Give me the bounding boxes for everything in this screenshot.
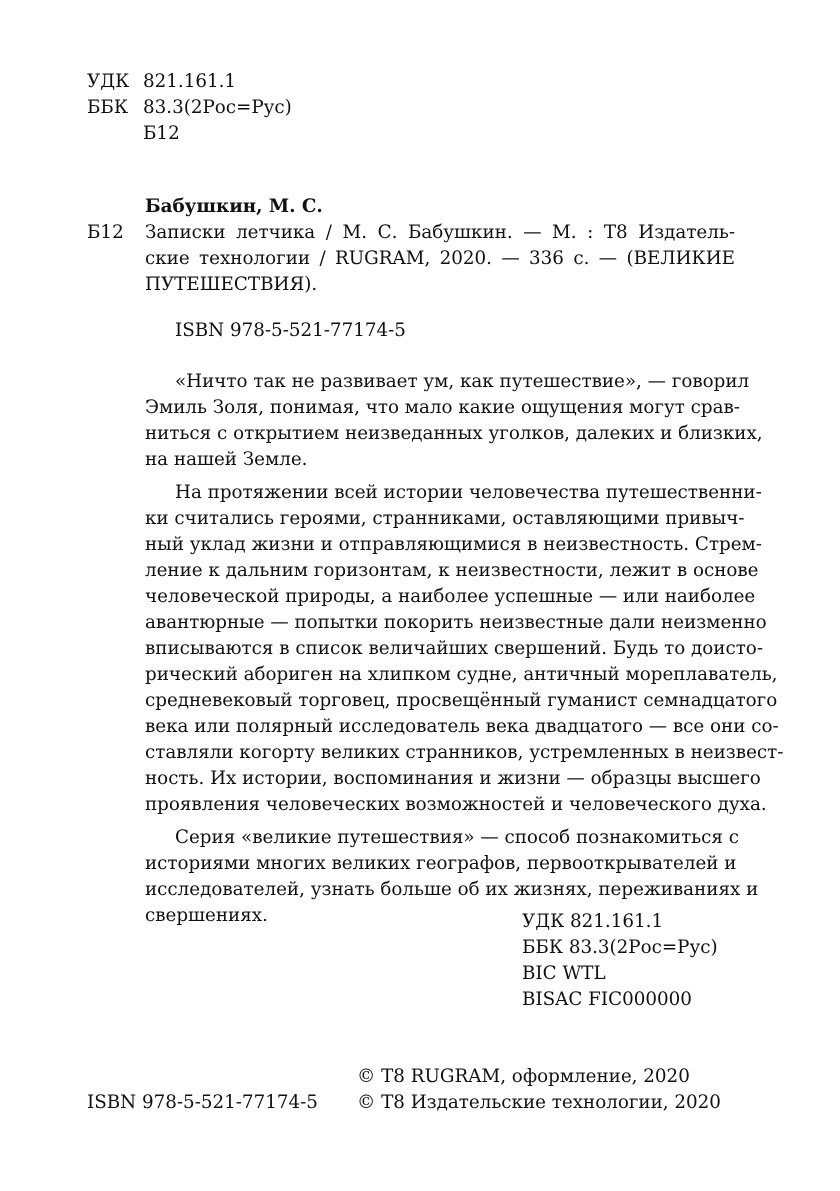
- annotation-paragraph-2: [145, 480, 784, 818]
- text-line: рический абориген на хлипком судне, античный мореплаватель,: [145, 664, 778, 685]
- text-line: свершениях.: [145, 905, 268, 926]
- text-line: ниться с открытием неизведанных уголков, далеких и близких,: [145, 423, 763, 444]
- text-line: ность. Их истории, воспоминания и жизни — образцы высшего: [145, 768, 761, 789]
- text-line: авантюрные — попытки покорить неизвестные дали неизменно: [145, 612, 767, 633]
- bib-line: Записки летчика / М. С. Бабушкин. — М. : Т8 Издатель-: [145, 222, 735, 243]
- udk-label: УДК: [87, 71, 130, 92]
- text-line: ление к дальним горизонтам, к неизвестности, лежит в основе: [145, 560, 759, 581]
- bic-code: BIC WTL: [522, 963, 606, 984]
- annotation-paragraph-1: [145, 369, 763, 473]
- isbn-main: ISBN 978-5-521-77174-5: [175, 320, 406, 341]
- author-cipher: Б12: [87, 222, 124, 243]
- text-line: человеческой природы, а наиболее успешные — или наиболее: [145, 586, 756, 607]
- udk-value: 821.161.1: [143, 71, 237, 92]
- bib-line: ПУТЕШЕСТВИЯ).: [145, 274, 318, 295]
- text-line: историями многих великих географов, первооткрывателей и: [145, 853, 737, 874]
- text-line: века или полярный исследователь века двадцатого — все они со-: [145, 716, 779, 737]
- author-mark: Б12: [143, 123, 180, 144]
- bib-line: ские технологии / RUGRAM, 2020. — 336 с. — (ВЕЛИКИЕ: [145, 248, 735, 269]
- bbk-row: [87, 95, 292, 121]
- text-line: исследователей, узнать больше об их жизнях, переживаниях и: [145, 879, 759, 900]
- classification-header: [87, 69, 292, 147]
- text-line: На протяжении всей истории человечества путешественни-: [175, 482, 762, 503]
- copyright-design: © Т8 RUGRAM, оформление, 2020: [357, 1066, 690, 1087]
- text-line: ный уклад жизни и отправляющимися в неизвестность. Стрем-: [145, 534, 762, 555]
- text-line: на нашей Земле.: [145, 449, 308, 470]
- author-mark-row: [87, 121, 292, 147]
- text-line: ставляли когорту великих странников, устремленных в неизвест-: [145, 742, 784, 763]
- bbk-value: 83.3(2Рос=Рус): [143, 97, 292, 118]
- copyright-publisher: © Т8 Издательские технологии, 2020: [357, 1092, 721, 1113]
- annotation: [145, 369, 784, 929]
- bbk-code: ББК 83.3(2Рос=Рус): [522, 937, 718, 958]
- text-line: «Ничто так не развивает ум, как путешествие», — говорил: [175, 371, 750, 392]
- text-line: Эмиль Золя, понимая, что мало какие ощущения могут срав-: [145, 397, 740, 418]
- bisac-code: BISAC FIC000000: [522, 989, 692, 1010]
- author-heading: Бабушкин, М. С.: [145, 196, 323, 217]
- text-line: ки считались героями, странниками, оставляющими привыч-: [145, 508, 745, 529]
- bbk-label: ББК: [87, 97, 129, 118]
- copyright-block: [357, 1064, 721, 1116]
- udk-code: УДК 821.161.1: [522, 911, 664, 932]
- classification-block: [522, 909, 718, 1013]
- isbn-footer: ISBN 978-5-521-77174-5: [87, 1092, 318, 1113]
- text-line: вписываются в список величайших свершений. Будь то доисто-: [145, 638, 763, 659]
- text-line: средневековый торговец, просвещённый гуманист семнадцатого: [145, 690, 778, 711]
- text-line: Серия «великие путешествия» — способ познакомиться с: [175, 827, 739, 848]
- bibliographic-description: [145, 220, 735, 298]
- text-line: проявления человеческих возможностей и человеческого духа.: [145, 794, 767, 815]
- udk-row: [87, 69, 292, 95]
